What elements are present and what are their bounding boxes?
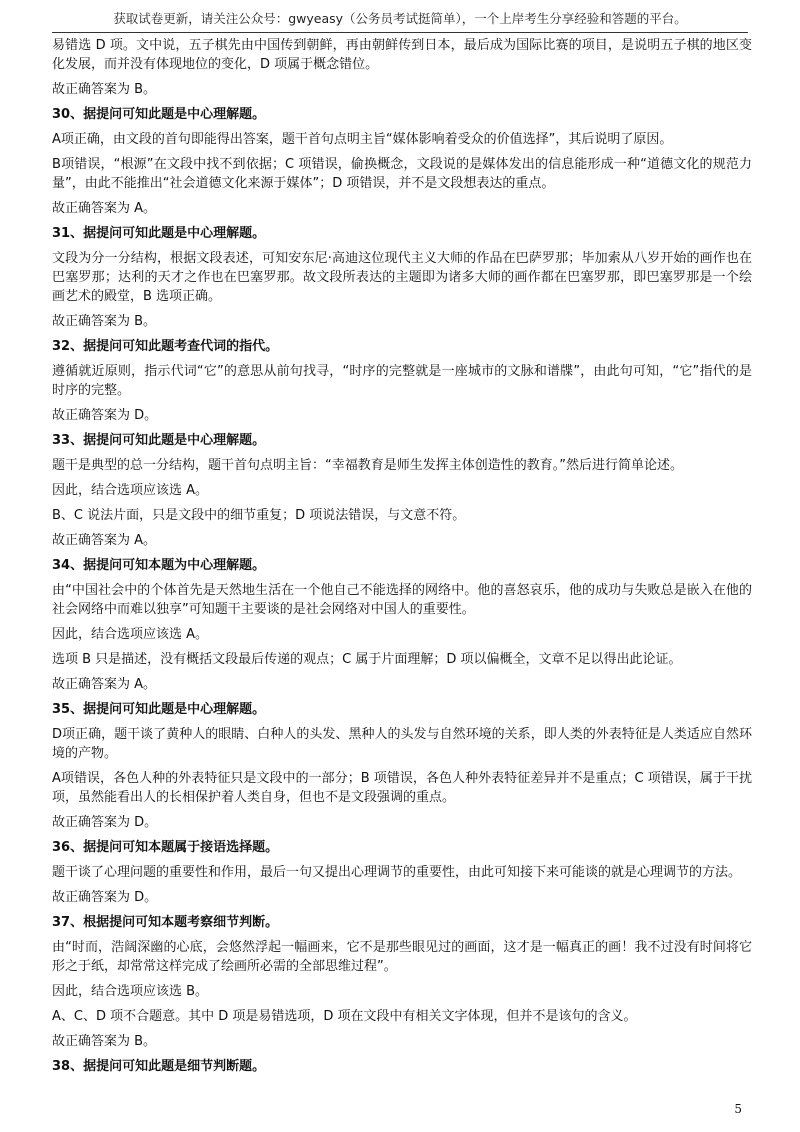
- explanation-paragraph: 故正确答案为 A。: [52, 533, 157, 548]
- explanation-paragraph: 故正确答案为 D。: [52, 408, 158, 423]
- explanation-paragraph: 易错选 D 项。文中说，五子棋先由中国传到朝鲜，再由朝鲜传到日本，最后成为国际比赛的项目，是说明五子棋的地区变化发展，而并没有体现地位的变化，D 项属于概念错位。: [52, 38, 752, 72]
- explanation-paragraph: 由“时而，浩阔深幽的心底，会悠然浮起一幅画来，它不是那些眼见过的画面，这才是一幅真正的画！我不过没有时间将它形之于纸，却常常这样完成了绘画所必需的全部思维过程”。: [52, 940, 752, 974]
- explanation-paragraph: 故正确答案为 A。: [52, 201, 157, 216]
- header-notice: 获取试卷更新，请关注公众号：gwyeasy（公务员考试挺简单），一个上岸考生分享经验和答题的平台。: [113, 11, 687, 26]
- explanation-paragraph: D项正确，题干谈了黄种人的眼睛、白种人的头发、黑种人的头发与自然环境的关系，即人类的外表特征是人类适应自然环境的产物。: [52, 727, 752, 761]
- explanation-paragraph: A项错误，各色人种的外表特征只是文段中的一部分；B 项错误，各色人种外表特征差异并不是重点；C 项错误，属于干扰项，虽然能看出人的长相保护着人类自身，但也不是文段强调的重点。: [52, 771, 752, 805]
- explanation-paragraph: 因此，结合选项应该选 A。: [52, 483, 209, 498]
- explanation-paragraph: 故正确答案为 B。: [52, 82, 157, 97]
- explanation-paragraph: A项正确，由文段的首句即能得出答案，题干首句点明主旨“媒体影响着受众的价值选择”，其后说明了原因。: [52, 132, 673, 147]
- explanation-paragraph: B、C 说法片面，只是文段中的细节重复；D 项说法错误，与文意不符。: [52, 508, 466, 523]
- explanation-paragraph: A、C、D 项不合题意。其中 D 项是易错选项，D 项在文段中有相关文字体现，但并不是该句的含义。: [52, 1009, 637, 1024]
- page-header: [52, 4, 748, 33]
- explanation-paragraph: 由“中国社会中的个体首先是天然地生活在一个他自己不能选择的网络中。他的喜怒哀乐，他的成功与失败总是嵌入在他的社会网络中而难以独享”可知题干主要谈的是社会网络对中国人的重要性。: [52, 583, 752, 617]
- explanation-paragraph: 故正确答案为 A。: [52, 677, 157, 692]
- explanation-paragraph: 文段为分一分结构，根据文段表述，可知安东尼·高迪这位现代主义大师的作品在巴萨罗那；毕加索从八岁开始的画作也在巴塞罗那；达利的天才之作也在巴塞罗那。故文段所表达的主题即为诸多大师的画作都在巴塞罗那，即巴塞罗那是一个绘画艺术的殿堂，B 选项正确。: [52, 251, 752, 304]
- explanation-paragraph: 故正确答案为 D。: [52, 890, 158, 905]
- explanation-paragraph: 遵循就近原则，指示代词“它”的意思从前句找寻，“时序的完整就是一座城市的文脉和谱牒”，由此句可知，“它”指代的是时序的完整。: [52, 364, 752, 398]
- question-heading: 34、据提问可知本题为中心理解题。: [52, 558, 266, 573]
- question-heading: 35、据提问可知此题是中心理解题。: [52, 702, 266, 717]
- question-heading: 30、据提问可知此题是中心理解题。: [52, 107, 266, 122]
- explanation-paragraph: 故正确答案为 B。: [52, 314, 157, 329]
- question-heading: 37、根据提问可知本题考察细节判断。: [52, 915, 279, 930]
- explanation-paragraph: 题干是典型的总一分结构，题干首句点明主旨：“幸福教育是师生发挥主体创造性的教育。”然后进行简单论述。: [52, 458, 683, 473]
- explanation-paragraph: 故正确答案为 B。: [52, 1034, 157, 1049]
- question-heading: 33、据提问可知此题是中心理解题。: [52, 433, 266, 448]
- question-heading: 38、据提问可知此题是细节判断题。: [52, 1059, 266, 1074]
- explanation-paragraph: 题干谈了心理问题的重要性和作用，最后一句又提出心理调节的重要性，由此可知接下来可能谈的就是心理调节的方法。: [52, 865, 742, 880]
- explanation-paragraph: 因此，结合选项应该选 B。: [52, 984, 209, 999]
- question-heading: 31、据提问可知此题是中心理解题。: [52, 226, 266, 241]
- explanation-paragraph: 因此，结合选项应该选 A。: [52, 627, 209, 642]
- explanation-paragraph: B项错误，“根源”在文段中找不到依据；C 项错误，偷换概念，文段说的是媒体发出的信息能形成一种“道德文化的规范力量”，由此不能推出“社会道德文化来源于媒体”；D 项错误，并不是文段想表达的重点。: [52, 157, 752, 191]
- explanation-paragraph: 故正确答案为 D。: [52, 815, 158, 830]
- page-number: 5: [734, 1102, 742, 1116]
- question-heading: 32、据提问可知此题考查代词的指代。: [52, 339, 279, 354]
- question-heading: 36、据提问可知本题属于接语选择题。: [52, 840, 279, 855]
- explanation-paragraph: 选项 B 只是描述，没有概括文段最后传递的观点；C 属于片面理解；D 项以偏概全，文章不足以得出此论证。: [52, 652, 682, 667]
- answer-explanations: [52, 36, 752, 1082]
